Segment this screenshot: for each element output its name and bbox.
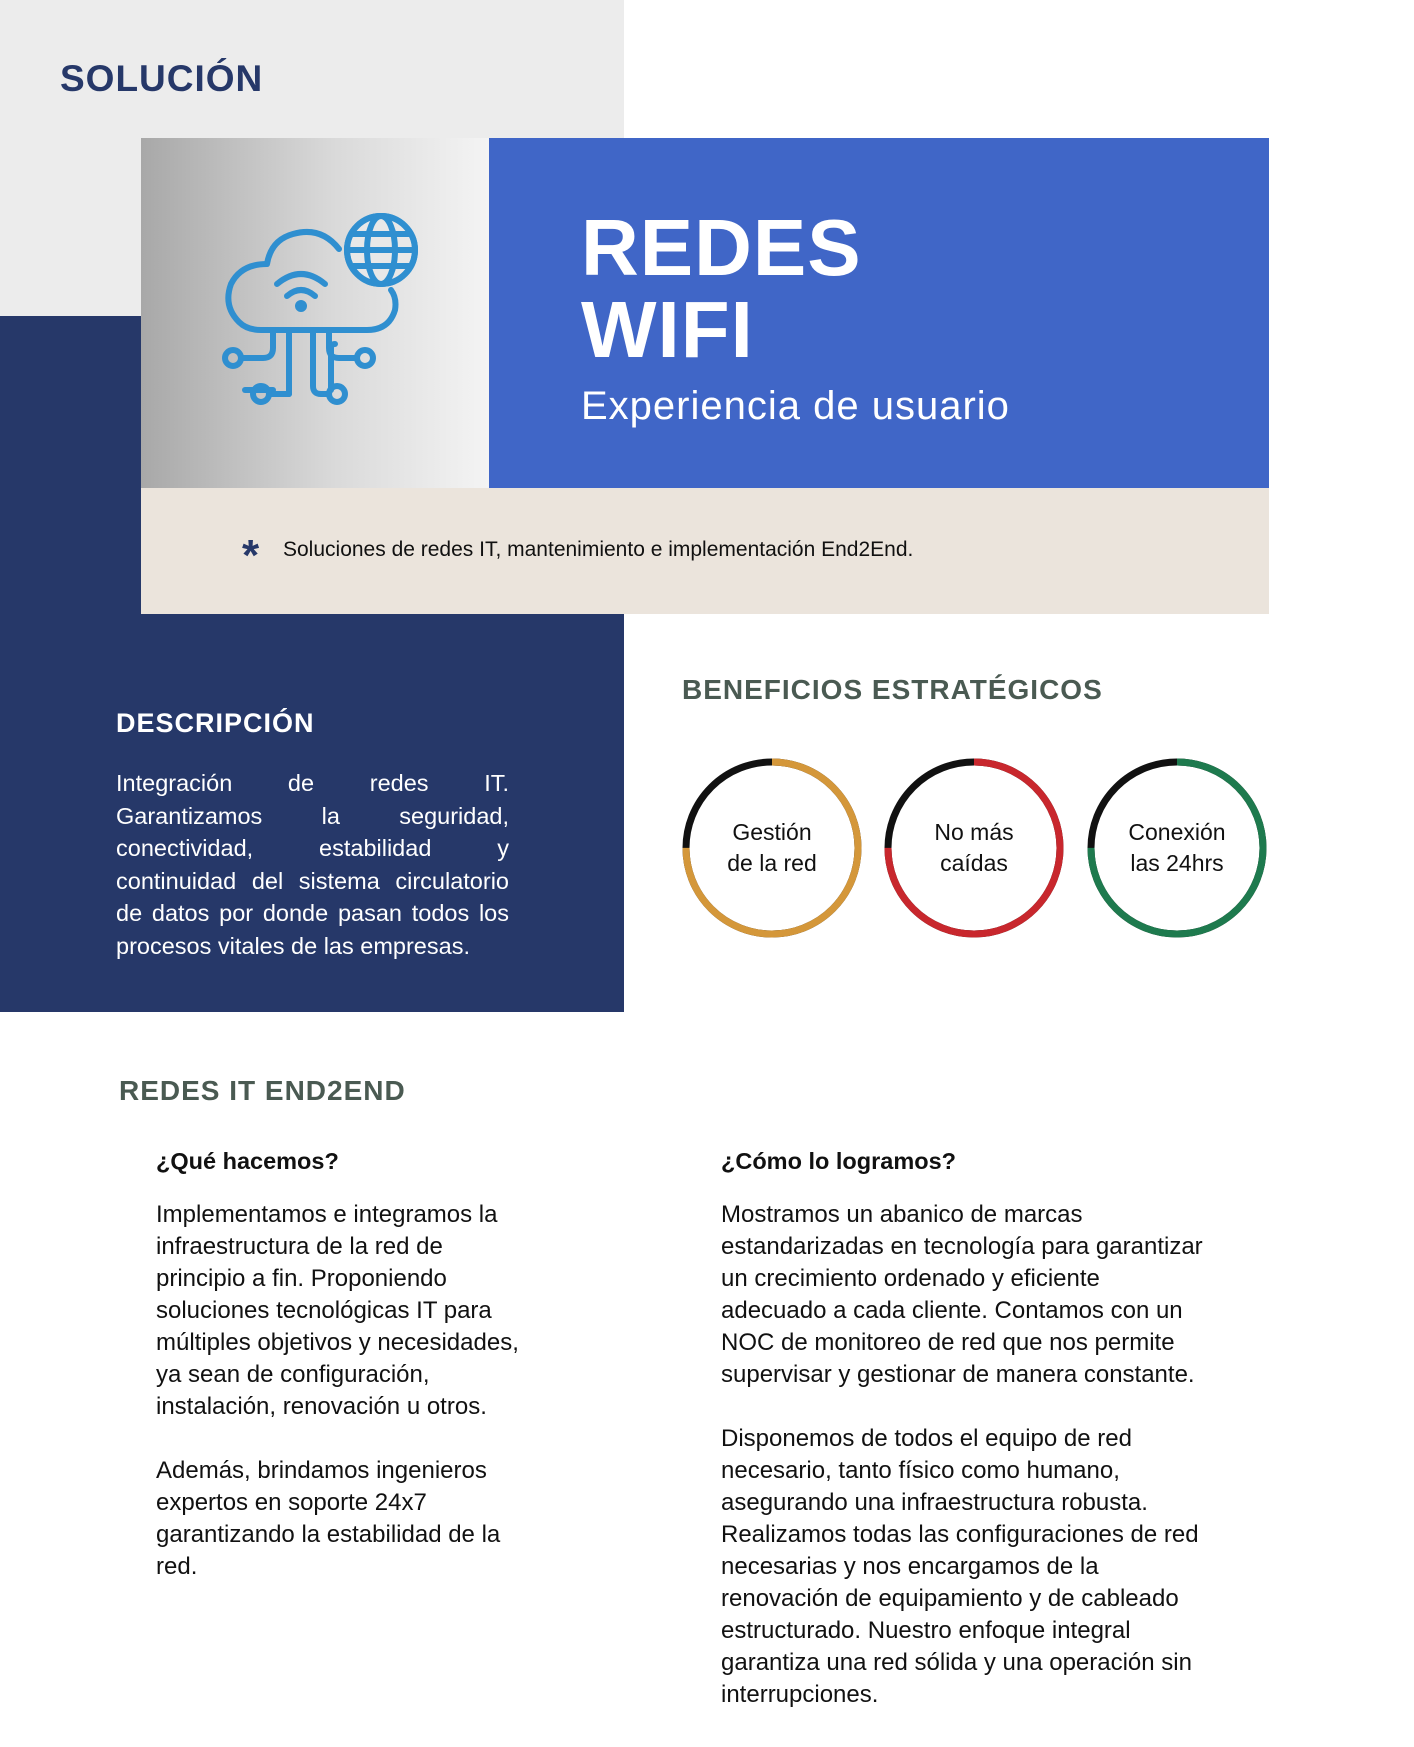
description-title: DESCRIPCIÓN (116, 708, 315, 738)
hero-icon-panel (141, 138, 489, 489)
tagline-banner (141, 488, 1269, 614)
benefit-circle-24hrs (1085, 756, 1269, 940)
how-we-do-it-heading: ¿Cómo lo logramos? (721, 1148, 956, 1174)
tagline-text: Soluciones de redes IT, mantenimiento e implementación End2End. (283, 538, 914, 561)
asterisk-icon: * (242, 531, 260, 580)
benefit-circle-no-downtime (882, 756, 1066, 940)
hero-title-line-1: REDES (581, 203, 862, 292)
benefits-title: BENEFICIOS ESTRATÉGICOS (682, 674, 1103, 705)
cloud-network-globe-icon (201, 198, 421, 418)
end2end-title: REDES IT END2END (119, 1075, 406, 1106)
how-we-do-it-text: Mostramos un abanico de marcas estandarizadas en tecnología para garantizar un crecimiento ordenado y eficiente adecuado a cada cliente. Contamos con un NOC de monitoreo de red que nos permite supervisar y gestionar de manera constante. Disponemos de todos el equipo de red necesario, tanto físico como humano, asegurando una infraestructura robusta. Realizamos todas las configuraciones de red necesarias y nos encargamos de la renovación de equipamiento y de cableado estructurado. Nuestro enfoque integral garantiza una red sólida y una operación sin interrupciones. (721, 1201, 1203, 1708)
hero-title-line-2: WIFI (581, 285, 754, 374)
hero-subtitle: Experiencia de usuario (581, 384, 1010, 428)
what-we-do-heading: ¿Qué hacemos? (156, 1148, 339, 1174)
section-label: SOLUCIÓN (60, 58, 264, 99)
benefit-label: No más caídas (934, 819, 1014, 876)
benefit-label: Gestión de la red (727, 819, 817, 876)
benefit-circle-network-management (680, 756, 864, 940)
description-text: Integración de redes IT. Garantizamos la seguridad, conectividad, estabilidad y continuidad del sistema circulatorio de datos por donde pasan todos los procesos vitales de las empresas. (116, 770, 509, 959)
benefit-label: Conexión las 24hrs (1128, 819, 1226, 876)
hero-title-panel (489, 138, 1269, 488)
what-we-do-text: Implementamos e integramos la infraestructura de la red de principio a fin. Proponiendo soluciones tecnológicas IT para múltiples objetivos y necesidades, ya sean de configuración, instalación, renovación u otros. Además, brindamos ingenieros expertos en soporte 24x7 garantizando la estabilidad de la red. (156, 1201, 519, 1580)
